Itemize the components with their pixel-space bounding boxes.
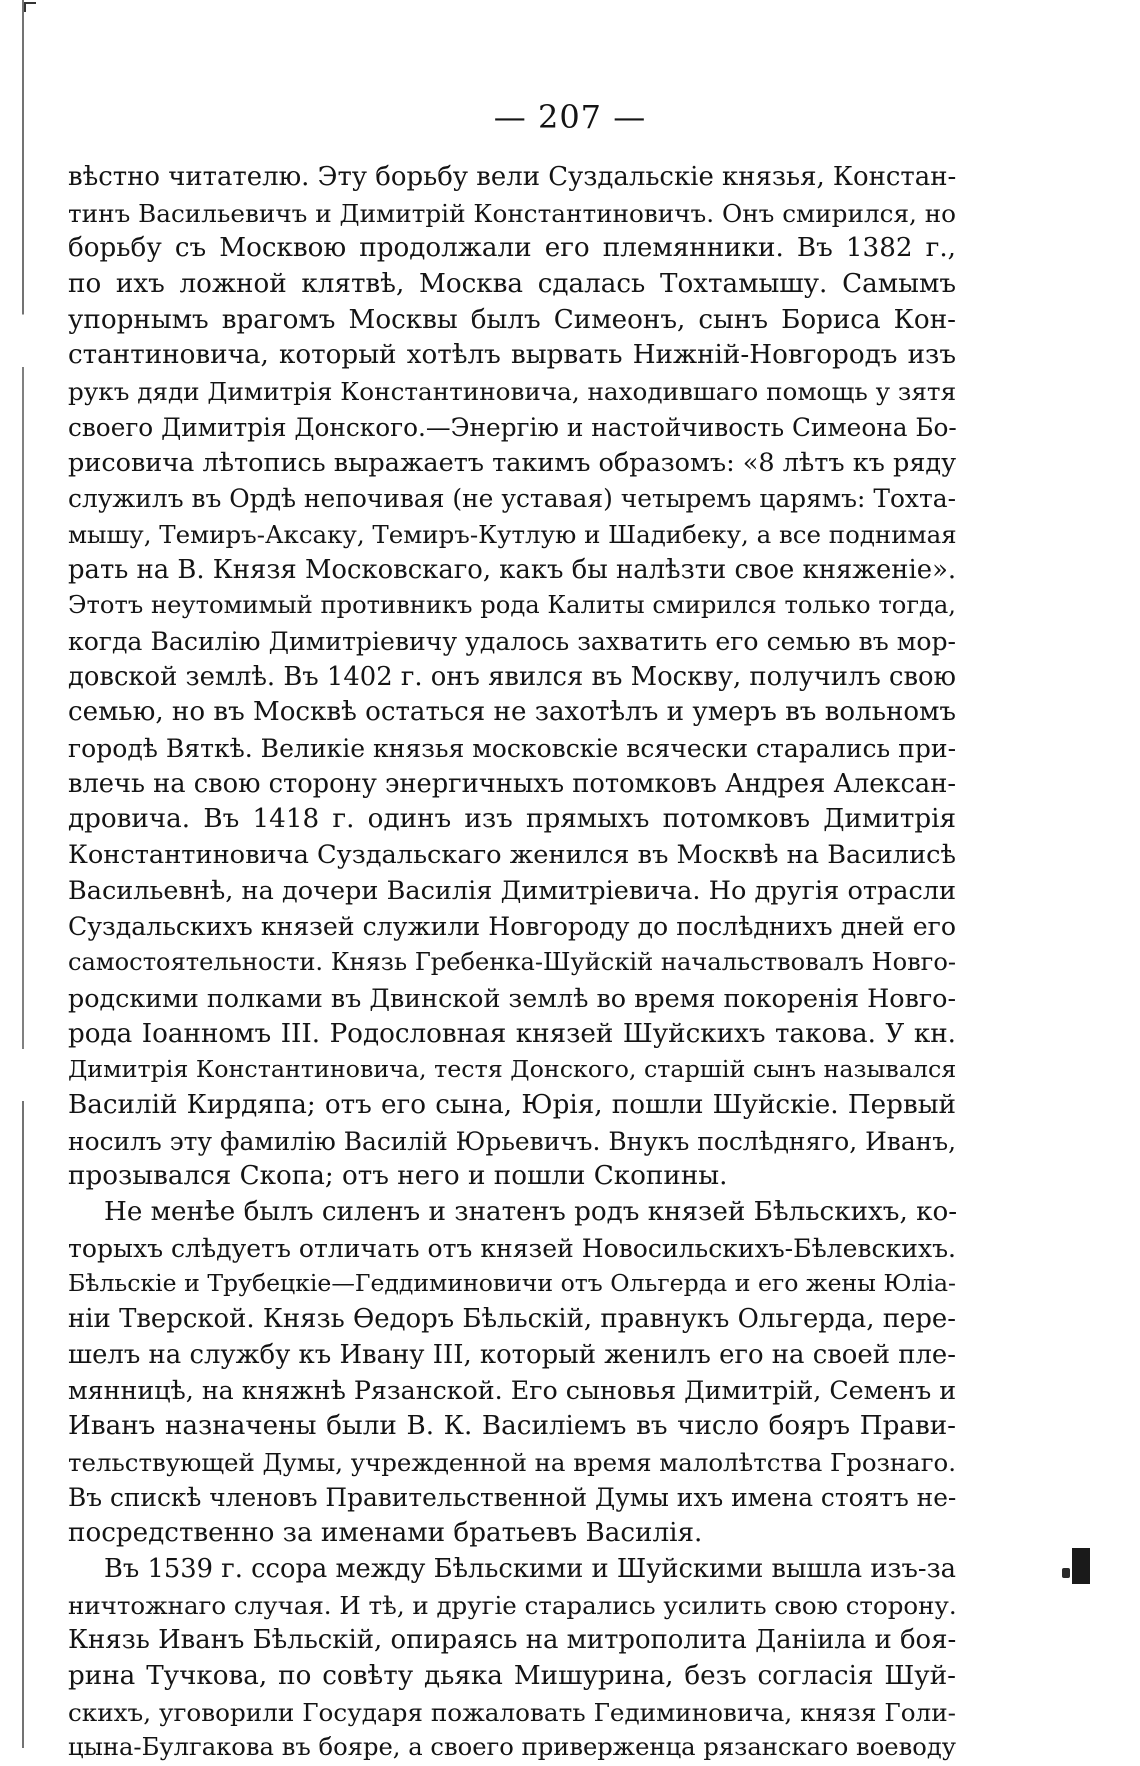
- text-line: рина Тучкова, по совѣту дьяка Мишурина, безъ согласія Шуй-: [68, 1660, 956, 1691]
- text-line: прозывался Скопа; отъ него и пошли Скопины.: [68, 1161, 728, 1192]
- text-line: Въ 1539 г. ссора между Бѣльскими и Шуйскими вышла изъ-за: [104, 1553, 956, 1584]
- text-line: вѣстно читателю. Эту борьбу вели Суздальскіе князья, Констан-: [68, 162, 957, 192]
- text-line: мышу, Темиръ-Аксаку, Темиръ-Кутлую и Шадибеку, а все поднимая: [68, 519, 957, 549]
- text-line: Суздальскихъ князей служили Новгороду до послѣднихъ дней его: [68, 912, 956, 942]
- text-line: тельствующей Думы, учрежденной на время малолѣтства Грознаго.: [68, 1447, 956, 1477]
- text-line: тинъ Васильевичъ и Димитрій Константиновичъ. Онъ смирился, но: [68, 198, 957, 228]
- text-line: ніи Тверской. Князь Ѳедоръ Бѣльскій, правнукъ Ольгерда, пере-: [68, 1304, 956, 1334]
- text-line: рукъ дяди Димитрія Константиновича, находившаго помощь у зятя: [68, 377, 957, 407]
- text-line: родскими полками въ Двинской землѣ во время покоренія Новго-: [68, 982, 957, 1013]
- binding-edge: [22, 0, 24, 1748]
- text-line: мянницѣ, на княжнѣ Рязанской. Его сыновья Димитрій, Семенъ и: [68, 1376, 957, 1406]
- text-line: скихъ, уговорили Государя пожаловать Гедиминовича, князя Голи-: [68, 1697, 956, 1727]
- body-text: [68, 160, 956, 1766]
- text-line: Васильевнѣ, на дочери Василія Димитріевича. Но другія отрасли: [68, 875, 956, 906]
- text-line: Бѣльскіе и Трубецкіе—Геддиминовичи отъ Ольгерда и его жены Юліа-: [68, 1269, 956, 1298]
- text-line: Димитрія Константиновича, тестя Донского, старшій сынъ назывался: [68, 1055, 957, 1084]
- text-line: носилъ эту фамилію Василій Юрьевичъ. Внукъ послѣдняго, Иванъ,: [68, 1126, 956, 1156]
- text-line: шелъ на службу къ Ивану III, который женилъ его на своей пле-: [68, 1339, 956, 1370]
- text-line: борьбу съ Москвою продолжали его племянники. Въ 1382 г.,: [68, 233, 956, 264]
- text-line: городѣ Вяткѣ. Великіе князья московскіе всячески старались при-: [68, 734, 957, 763]
- ink-speck: [1062, 1568, 1070, 1578]
- text-line: довской землѣ. Въ 1402 г. онъ явился въ Москву, получилъ свою: [68, 661, 956, 692]
- text-line: торыхъ слѣдуетъ отличать отъ князей Новосильскихъ-Бѣлевскихъ.: [68, 1233, 956, 1263]
- text-line: упорнымъ врагомъ Москвы былъ Симеонъ, сынъ Бориса Кон-: [68, 304, 956, 335]
- text-line: посредственно за именами братьевъ Василія.: [68, 1518, 703, 1549]
- text-line: по ихъ ложной клятвѣ, Москва сдалась Тохтамышу. Самымъ: [68, 269, 956, 300]
- text-line: стантиновича, который хотѣлъ вырвать Нижній-Новгородъ изъ: [68, 340, 956, 371]
- page-number: — 207 —: [493, 98, 647, 136]
- text-line: влечь на свою сторону энергичныхъ потомковъ Андрея Алексан-: [68, 768, 956, 799]
- text-line: цына-Булгакова въ бояре, а своего приверженца рязанскаго воеводу: [68, 1733, 956, 1762]
- text-line: рода Іоанномъ III. Родословная князей Шуйскихъ такова. У кн.: [68, 1018, 956, 1049]
- text-line: Василій Кирдяпа; отъ его сына, Юрія, пошли Шуйскіе. Первый: [68, 1089, 956, 1120]
- text-line: Не менѣе былъ силенъ и знатенъ родъ князей Бѣльскихъ, ко-: [104, 1196, 958, 1227]
- text-line: семью, но въ Москвѣ остаться не захотѣлъ и умеръ въ вольномъ: [68, 697, 956, 728]
- text-line: Въ спискѣ членовъ Правительственной Думы ихъ имена стоятъ не-: [68, 1483, 957, 1513]
- corner-mark: [24, 2, 36, 12]
- text-line: дровича. Въ 1418 г. одинъ изъ прямыхъ потомковъ Димитрія: [68, 804, 956, 835]
- text-line: Князь Иванъ Бѣльскій, опираясь на митрополита Даніила и боя-: [68, 1625, 957, 1656]
- text-line: Этотъ неутомимый противникъ рода Калиты смирился только тогда,: [68, 591, 956, 620]
- page-edge-tab: [1072, 1548, 1090, 1584]
- text-line: рать на В. Князя Московскаго, какъ бы налѣзти свое княженіе».: [68, 554, 957, 585]
- text-line: рисовича лѣтопись выражаетъ такимъ образомъ: «8 лѣтъ къ ряду: [68, 447, 957, 478]
- text-line: Константиновича Суздальскаго женился въ Москвѣ на Василисѣ: [68, 840, 956, 871]
- text-line: Иванъ назначены были В. К. Василіемъ въ число бояръ Прави-: [68, 1411, 956, 1442]
- text-line: ничтожнаго случая. И тѣ, и другіе старались усилить свою сторону.: [68, 1590, 957, 1620]
- text-line: когда Василію Димитріевичу удалось захватить его семью въ мор-: [68, 626, 956, 656]
- text-line: своего Димитрія Донского.—Энергію и настойчивость Симеона Бо-: [68, 412, 957, 442]
- text-line: служилъ въ Ордѣ непочивая (не уставая) четыремъ царямъ: Тохта-: [68, 484, 956, 514]
- text-line: самостоятельности. Князь Гребенка-Шуйскій начальствовалъ Новго-: [68, 948, 956, 977]
